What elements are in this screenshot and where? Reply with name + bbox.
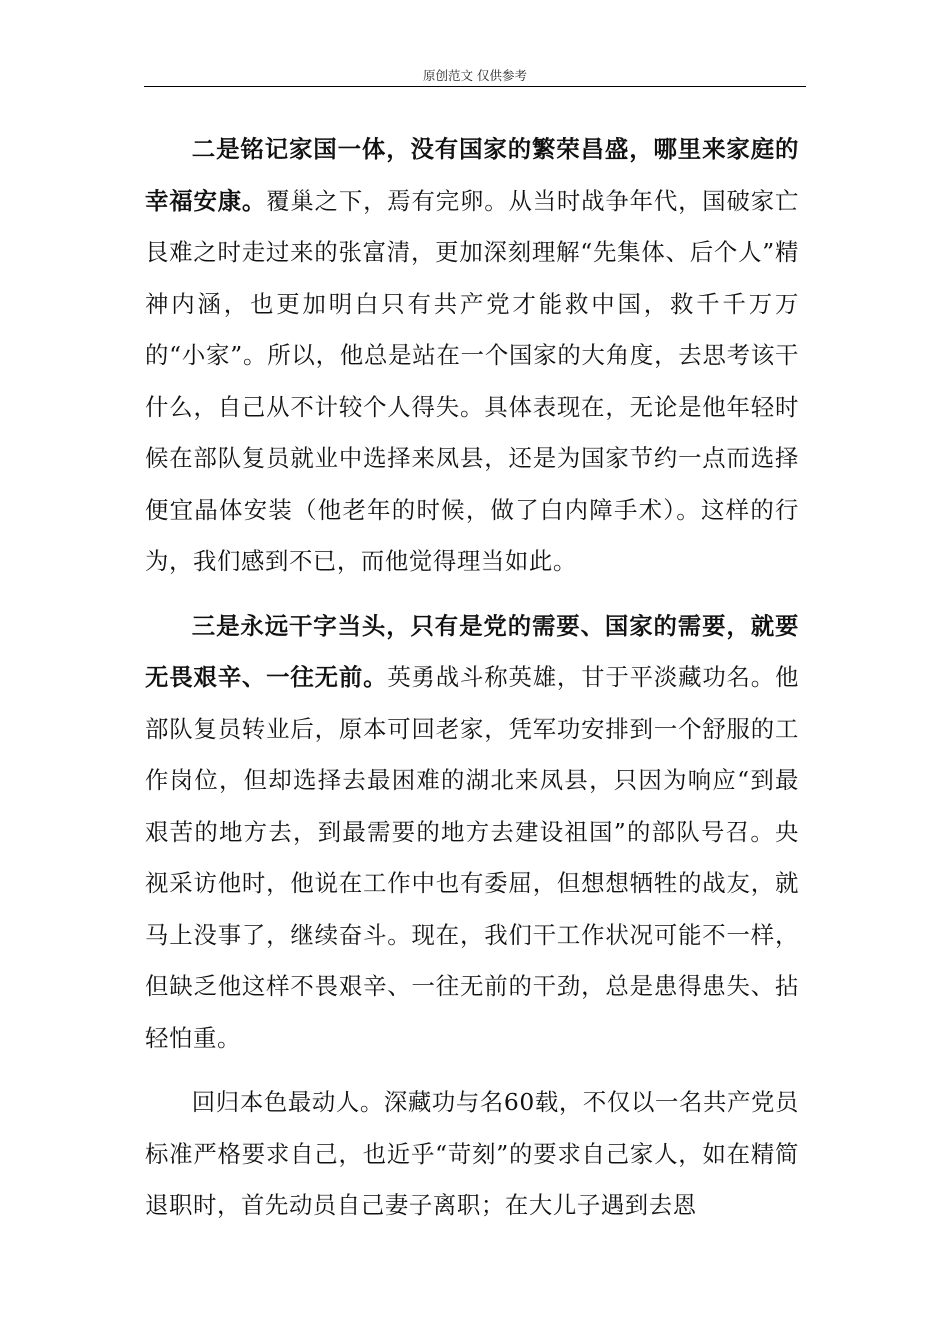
paragraph-1-body: 覆巢之下，焉有完卵。从当时战争年代，国破家亡艮难之时走过来的张富清，更加深刻理解“先集体、后个人”精神内涵，也更加明白只有共产党才能救中国，救千千万万的“小家”。所以，他总是站在一个国家的大角度，去思考该干什么，自己从不计较个人得失。具体表现在，无论是他年轻时候在部队复员就业中选择来凤县，还是为国家节约一点而选择便宜晶体安装（他老年的时候，做了白内障手术）。这样的行为，我们感到不已，而他觉得理当如此。: [145, 186, 799, 575]
document-body: [145, 124, 799, 1232]
paragraph-1-lead: 二是铭记家国一体，没有国家的繁荣昌盛，哪里来家庭的幸福安康。: [145, 135, 799, 215]
paragraph-2-lead: 三是永远干字当头，只有是党的需要、国家的需要，就要无畏艰辛、一往无前。: [145, 611, 799, 691]
header-rule: [144, 86, 806, 87]
paragraph-3-body: 回归本色最动人。深藏功与名60载，不仅以一名共产党员标准严格要求自己，也近乎“苛刻”的要求自己家人，如在精简退职时，首先动员自己妻子离职；在大儿子遇到去恩: [145, 1088, 799, 1219]
paragraph-2-body: 英勇战斗称英雄，甘于平淡藏功名。他部队复员转业后，原本可回老家，凭军功安排到一个舒服的工作岗位，但却选择去最困难的湖北来凤县，只因为响应“到最艰苦的地方去，到最需要的地方去建设祖国”的部队号召。央视采访他时，他说在工作中也有委屈，但想想牺牲的战友，就马上没事了，继续奋斗。现在，我们干工作状况可能不一样，但缺乏他这样不畏艰辛、一往无前的干劲，总是患得患失、拈轻怕重。: [145, 663, 799, 1052]
paragraph-1: [145, 124, 799, 588]
paragraph-2: [145, 601, 799, 1065]
page-header: 原创范文 仅供参考: [423, 68, 527, 83]
paragraph-3: [145, 1077, 799, 1232]
